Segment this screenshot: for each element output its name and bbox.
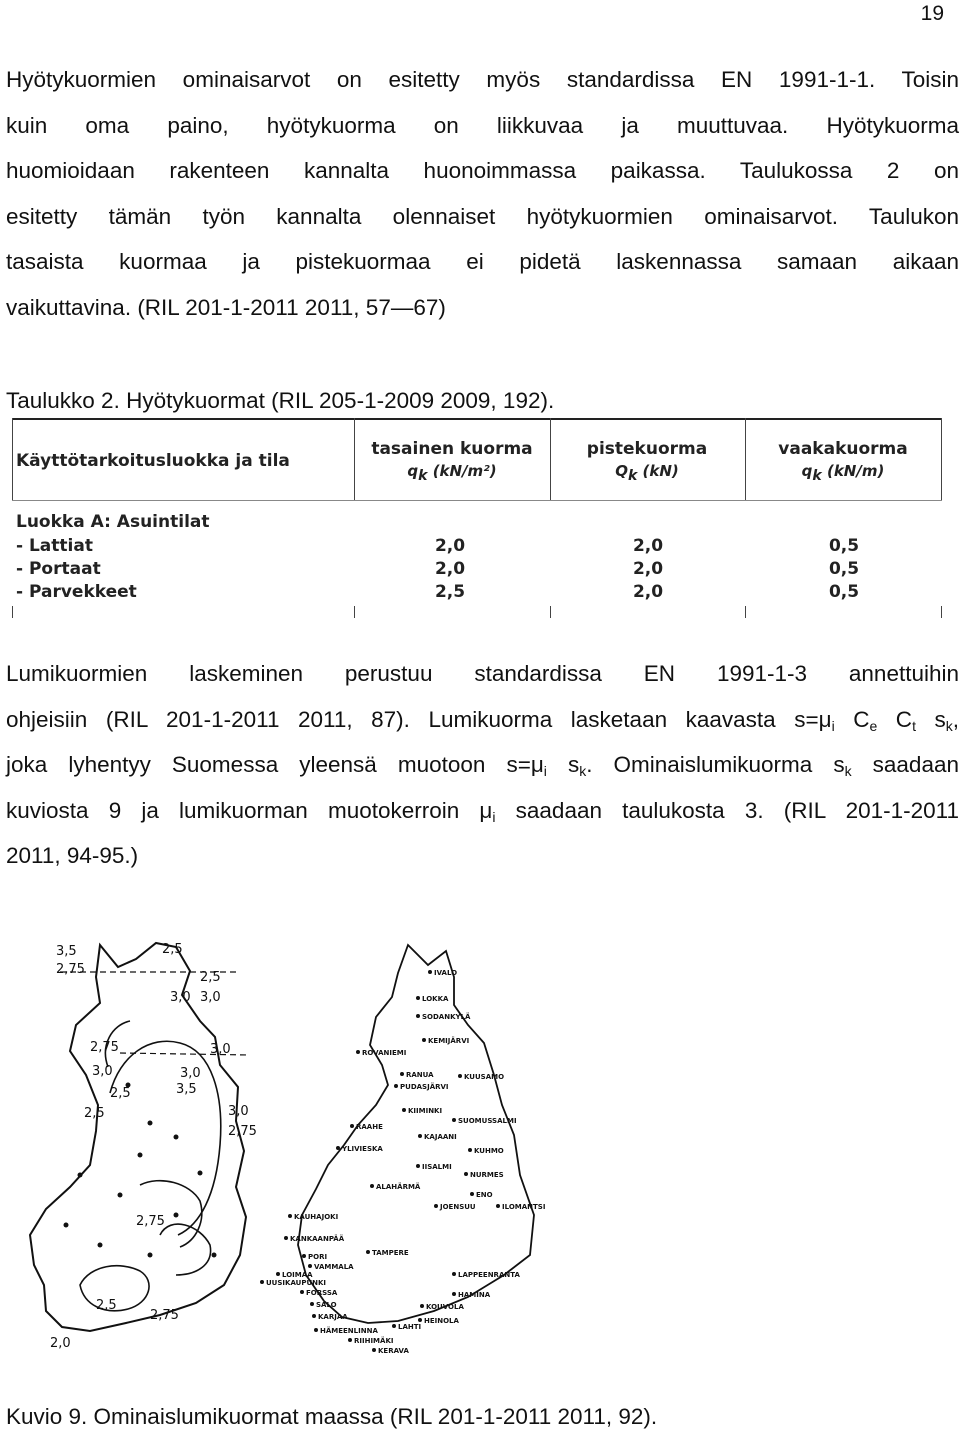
snow-load-label: 3,5 [56, 944, 77, 959]
station-dot [174, 1213, 179, 1218]
city-dot [418, 1318, 422, 1322]
snow-load-label: 3,5 [176, 1082, 197, 1097]
subscript: i [492, 808, 496, 825]
header-label: pistekuorma [586, 439, 708, 459]
city-dot [336, 1146, 340, 1150]
table-divider [12, 418, 13, 500]
city-dot [452, 1118, 456, 1122]
snow-load-label: 2,75 [56, 962, 85, 977]
city-dot [314, 1328, 318, 1332]
header-units [748, 460, 938, 482]
text-run: . Ominaislumikuorma s [586, 752, 845, 777]
city-label: HEINOLA [424, 1317, 459, 1325]
subscript: k [945, 717, 953, 734]
city-label: SALO [316, 1301, 337, 1309]
city-label: LOKKA [422, 995, 449, 1003]
header-units [552, 460, 742, 482]
city-dot [468, 1148, 472, 1152]
table-divider [12, 606, 13, 618]
city-dot [452, 1292, 456, 1296]
city-label: KOUVOLA [426, 1303, 464, 1311]
subscript: e [869, 717, 878, 734]
city-dot [372, 1348, 376, 1352]
paragraph-useful-loads [6, 57, 959, 330]
symbol-subscript: k [812, 468, 822, 484]
city-dot [464, 1172, 468, 1176]
text-run: saadaan taulukosta 3. (RIL 201-1-2011 [495, 797, 959, 823]
symbol: q [801, 462, 813, 480]
table-top-rule [12, 418, 942, 420]
table-cell: 0,5 [828, 582, 860, 602]
city-dot [420, 1304, 424, 1308]
table-header-horizontal-load [748, 438, 938, 482]
table-row-label: - Lattiat [16, 536, 93, 556]
table-divider [941, 606, 942, 618]
city-label: RAAHE [356, 1123, 383, 1131]
table-divider [354, 606, 355, 618]
city-label: KUUSAMO [464, 1073, 505, 1081]
snow-load-label: 2,5 [200, 970, 221, 985]
city-dot [288, 1214, 292, 1218]
city-label: JOENSUU [440, 1203, 476, 1211]
city-dot [308, 1264, 312, 1268]
city-label: RANUA [406, 1071, 434, 1079]
city-dot [302, 1254, 306, 1258]
city-dot [300, 1290, 304, 1294]
city-dot [310, 1302, 314, 1306]
header-units [357, 460, 547, 482]
subscript: t [912, 717, 916, 734]
station-dot [138, 1153, 143, 1158]
city-dot [366, 1250, 370, 1254]
text-run: s [546, 752, 580, 777]
paragraph-line: vaikuttavina. (RIL 201-1-2011 2011, 57—67) [6, 294, 446, 320]
page-number: 19 [920, 2, 944, 25]
snow-load-label: 2,75 [90, 1040, 119, 1055]
city-dot [392, 1324, 396, 1328]
city-label: IISALMI [422, 1163, 452, 1171]
table-row-label: - Parvekkeet [16, 582, 137, 602]
table-cell: 2,5 [434, 582, 466, 602]
paragraph-line: Lumikuormien laskeminen perustuu standardissa EN 1991-1-3 annettuihin [6, 661, 959, 686]
city-label: KUHMO [474, 1147, 504, 1155]
city-dot [312, 1314, 316, 1318]
city-label: UUSIKAUPUNKI [266, 1279, 327, 1287]
snow-load-label: 2,75 [136, 1214, 165, 1229]
station-dot [198, 1171, 203, 1176]
city-dot [276, 1272, 280, 1276]
table-cell: 2,0 [434, 536, 466, 556]
paragraph-line: esitetty tämän työn kannalta olennaiset hyötykuormien ominaisarvot. Taulukon [6, 203, 959, 229]
paragraph-line: huomioidaan rakenteen kannalta huonoimmassa paikassa. Taulukossa 2 on [6, 158, 959, 183]
table-caption: Taulukko 2. Hyötykuormat (RIL 205-1-2009 2009, 192). [6, 388, 555, 413]
snow-load-label: 3,0 [228, 1104, 249, 1119]
city-label: ALAHÄRMÄ [376, 1183, 421, 1191]
city-label: KANKAANPÄÄ [290, 1235, 345, 1243]
table-divider [941, 418, 942, 500]
city-label: ILOMANTSI [502, 1203, 546, 1211]
table-divider [550, 418, 551, 500]
city-dot [452, 1272, 456, 1276]
city-dot [496, 1204, 500, 1208]
city-dot [418, 1134, 422, 1138]
header-label: vaakakuorma [778, 439, 908, 459]
table-cell: 0,5 [828, 559, 860, 579]
unit: (kN) [642, 462, 679, 480]
city-label: ENO [476, 1191, 493, 1199]
station-dot [148, 1253, 153, 1258]
table-divider [745, 606, 746, 618]
symbol-subscript: k [418, 468, 428, 484]
paragraph-line: tasaista kuormaa ja pistekuormaa ei pidetä laskennassa samaan aikaan [6, 249, 959, 274]
unit: (kN/m²) [432, 462, 497, 480]
header-label: tasainen kuorma [371, 439, 533, 459]
table-divider [550, 606, 551, 618]
snow-load-map [0, 925, 270, 1360]
city-dot [434, 1204, 438, 1208]
city-label: LAHTI [398, 1323, 422, 1331]
city-label: LOIMAA [282, 1271, 313, 1279]
city-label: LAPPEENRANTA [458, 1271, 520, 1279]
city-dot [370, 1184, 374, 1188]
city-label: KAUHAJOKI [294, 1213, 339, 1221]
station-dot [98, 1243, 103, 1248]
snow-load-label: 2,75 [228, 1124, 257, 1139]
city-label: FORSSA [306, 1289, 338, 1297]
table-cell: 2,0 [632, 559, 664, 579]
paragraph-line: 2011, 94-95.) [6, 843, 139, 868]
text-run: kuviosta 9 ja lumikuorman muotokerroin μ [6, 797, 493, 823]
symbol: q [407, 462, 419, 480]
station-dot [78, 1173, 83, 1178]
city-dot [402, 1108, 406, 1112]
symbol-subscript: k [627, 468, 638, 484]
text-run: ohjeisiin (RIL 201-1-2011 2011, 87). Lumikuorma lasketaan kaavasta s=μ [6, 706, 832, 732]
paragraph-line: kuin oma paino, hyötykuorma on liikkuvaa ja muuttuvaa. Hyötykuorma [6, 112, 959, 138]
snow-load-label: 3,0 [200, 990, 221, 1005]
zone-line [110, 1041, 221, 1235]
city-dot [350, 1124, 354, 1128]
city-label: HÄMEENLINNA [320, 1327, 378, 1335]
city-dot [400, 1072, 404, 1076]
table-cell: 2,0 [632, 536, 664, 556]
city-label: KAJAANI [424, 1133, 457, 1141]
station-dot [174, 1135, 179, 1140]
paragraph-line [6, 742, 959, 788]
paragraph-line [6, 788, 959, 834]
city-label: KARJAA [318, 1313, 348, 1321]
table-row-label: - Portaat [16, 559, 101, 579]
subscript: k [579, 763, 587, 779]
snow-load-label: 2,5 [96, 1298, 117, 1313]
table-divider [745, 418, 746, 500]
snow-load-label: 2,5 [110, 1086, 131, 1101]
paragraph-snow-loads [6, 651, 959, 879]
unit: (kN/m) [826, 462, 885, 480]
text-run: saadaan [851, 752, 959, 777]
city-dot [428, 970, 432, 974]
snow-load-label: 2,0 [50, 1336, 71, 1351]
city-label: ROVANIEMI [362, 1049, 407, 1057]
snow-load-label: 2,5 [84, 1106, 105, 1121]
table-cell: 2,0 [434, 559, 466, 579]
useful-loads-table [12, 418, 942, 618]
symbol: Q [615, 462, 628, 480]
city-dot [422, 1038, 426, 1042]
station-dot [64, 1223, 69, 1228]
city-dot [416, 1164, 420, 1168]
city-dot [470, 1192, 474, 1196]
text-run: joka lyhentyy Suomessa yleensä muotoon s=μ [6, 752, 544, 777]
text-run: , [952, 706, 959, 732]
station-dot [118, 1193, 123, 1198]
city-label: IVALO [434, 969, 458, 977]
snow-load-label: 2,5 [162, 942, 183, 957]
snow-load-label: 3,0 [180, 1066, 201, 1081]
table-group-label: Luokka A: Asuintilat [16, 512, 210, 532]
text-run: s [915, 706, 946, 732]
city-dot [260, 1280, 264, 1284]
city-label: PORI [308, 1253, 328, 1261]
city-dot [394, 1084, 398, 1088]
city-dot [284, 1236, 288, 1240]
city-label: VAMMALA [314, 1263, 354, 1271]
city-dot [348, 1338, 352, 1342]
paragraph-line: Hyötykuormien ominaisarvot on esitetty myös standardissa EN 1991-1-1. Toisin [6, 67, 959, 92]
subscript: i [543, 763, 547, 779]
station-dot [148, 1121, 153, 1126]
subscript: k [844, 763, 852, 779]
snow-load-label: 2,75 [150, 1308, 179, 1323]
table-header-point-load [552, 438, 742, 482]
snow-load-label: 3,0 [92, 1064, 113, 1079]
paragraph-line [6, 697, 959, 743]
snow-load-label: 3,0 [210, 1042, 231, 1057]
table-header-distributed-load [357, 438, 547, 482]
city-dot [416, 1014, 420, 1018]
city-label: KEMIJÄRVI [428, 1037, 470, 1045]
city-label: PUDASJÄRVI [400, 1083, 449, 1091]
text-run: C [877, 706, 913, 732]
table-cell: 2,0 [632, 582, 664, 602]
city-dot [458, 1074, 462, 1078]
subscript: i [831, 717, 835, 734]
table-header-usage-class: Käyttötarkoitusluokka ja tila [16, 451, 290, 471]
city-dot [416, 996, 420, 1000]
city-label: KIIMINKI [408, 1107, 443, 1115]
municipality-map [258, 925, 558, 1360]
table-divider [354, 418, 355, 500]
city-label: SUOMUSSALMI [458, 1117, 517, 1125]
city-label: HAMINA [458, 1291, 491, 1299]
city-label: TAMPERE [372, 1249, 409, 1257]
text-run: C [834, 706, 870, 732]
table-header-rule [12, 500, 942, 501]
city-dot [356, 1050, 360, 1054]
city-label: KERAVA [378, 1347, 409, 1355]
city-label: RIIHIMÄKI [354, 1337, 394, 1345]
table-cell: 0,5 [828, 536, 860, 556]
station-dot [212, 1253, 217, 1258]
city-label: SODANKYLÄ [422, 1013, 471, 1021]
city-label: YLIVIESKA [342, 1145, 383, 1153]
snow-load-label: 3,0 [170, 990, 191, 1005]
figure-caption: Kuvio 9. Ominaislumikuormat maassa (RIL 201-1-2011 2011, 92). [6, 1404, 658, 1429]
city-label: NURMES [470, 1171, 504, 1179]
